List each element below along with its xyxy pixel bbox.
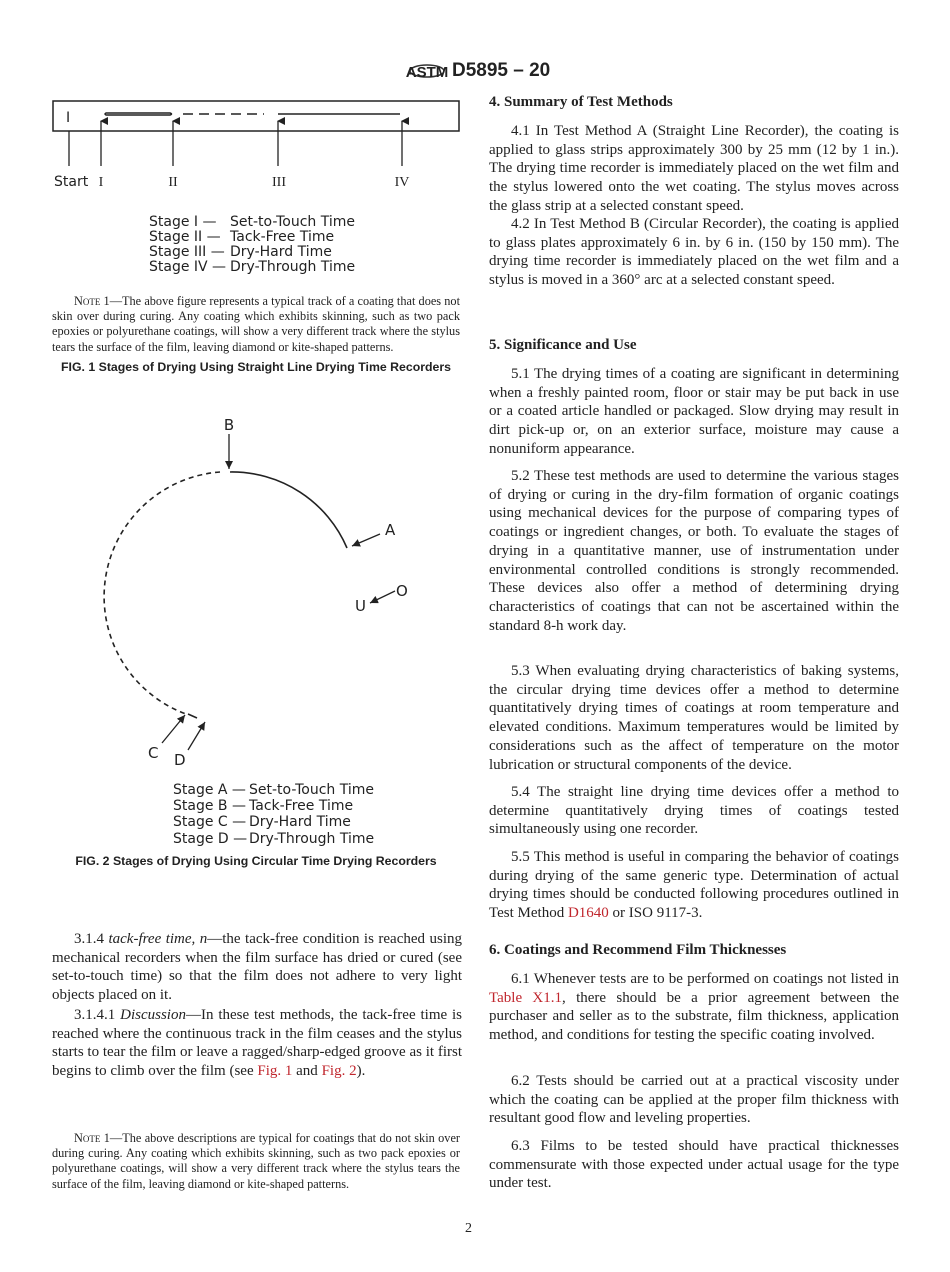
svg-text:Stage IV —: Stage IV — xyxy=(149,259,227,275)
section-5-heading: 5. Significance and Use xyxy=(489,337,637,353)
label-stage-3: III xyxy=(272,175,286,190)
label-stage-4: IV xyxy=(394,175,410,190)
track-dashed xyxy=(104,472,220,714)
link-table-x1-1[interactable]: Table X1.1 xyxy=(489,989,562,1006)
svg-text:Stage I —: Stage I — xyxy=(149,214,217,230)
track-start-mark: I xyxy=(66,110,71,126)
arrow-icon xyxy=(370,591,395,603)
svg-text:Set-to-Touch Time: Set-to-Touch Time xyxy=(249,782,375,798)
arrow-icon xyxy=(162,715,185,743)
svg-text:Tack-Free Time: Tack-Free Time xyxy=(230,229,335,245)
paragraph-5-4: 5.4 The straight line drying time devices offer a method to determine quantitatively drying times of coatings tested simultaneously using one recorder. xyxy=(489,784,899,838)
section-4-heading: 4. Summary of Test Methods xyxy=(489,94,673,110)
svg-text:Stage A —: Stage A — xyxy=(173,782,246,798)
label-u: U xyxy=(355,597,366,615)
paragraph-3-1-4: 3.1.4 tack-free time, n—the tack-free condition is reached using mechanical recorders when the film surface has dried or cured (see set-to-touch time) so that the film does not adhere to very light objects placed on it. xyxy=(52,931,463,1004)
paragraph-5-1: 5.1 The drying times of a coating are significant in determining when a freshly painted room, floor or stair may be put back in use or a coated article handled or packaged. Slow drying may result in dirt pick-up or, on an exterior surface, moisture may cause a nonuniform appearance. xyxy=(489,366,899,457)
label-start: Start xyxy=(54,174,89,190)
svg-text:Stage C —: Stage C — xyxy=(173,814,247,830)
label-o: O xyxy=(396,582,408,600)
note-1: Note 1—The above descriptions are typical for coatings that do not skin over during curing. Any coating which exhibits skinning, such as two pack epoxies or polyurethane coatings, will show a very different track where the stylus tears the surface of the film, leaving diamond or kite-shaped patterns. xyxy=(52,1131,460,1191)
label-d: D xyxy=(174,751,186,769)
link-d1640[interactable]: D1640 xyxy=(567,905,609,922)
svg-text:Set-to-Touch Time: Set-to-Touch Time xyxy=(230,214,356,230)
glass-strip xyxy=(53,101,459,131)
label-stage-2: II xyxy=(168,175,178,190)
svg-text:Dry-Through Time: Dry-Through Time xyxy=(230,259,356,275)
document-designation: D5895 – 20 xyxy=(452,60,551,81)
svg-text:Dry-Hard Time: Dry-Hard Time xyxy=(230,244,332,260)
paragraph-6-2: 6.2 Tests should be carried out at a practical viscosity under which the coating can be applied at the proper film thickness with resultant good flow and leveling properties. xyxy=(489,1073,899,1127)
arrow-icon xyxy=(352,534,380,546)
arrow-icon xyxy=(188,722,205,750)
page-number: 2 xyxy=(465,1221,472,1236)
paragraph-6-3: 6.3 Films to be tested should have practical thicknesses commensurate with those expected under actual usage for the type under test. xyxy=(489,1138,899,1192)
figure-1-diagram xyxy=(0,0,480,280)
section-6-heading: 6. Coatings and Recommend Film Thicknesses xyxy=(489,942,787,958)
paragraph-5-3: 5.3 When evaluating drying characteristics of baking systems, the circular drying time devices offer a method to determine quantitatively drying times of coatings at room temperature and elevated conditions. Maximum temperatures would be limited by considerations such as the affect of temperature on the motor lubrication or structural components of the device. xyxy=(489,663,899,773)
label-c: C xyxy=(148,744,159,762)
svg-text:Stage D —: Stage D — xyxy=(173,831,248,847)
label-a: A xyxy=(385,521,396,539)
link-fig-1[interactable]: Fig. 1 xyxy=(257,1063,293,1080)
svg-text:ASTM: ASTM xyxy=(405,64,449,81)
svg-text:Dry-Through Time: Dry-Through Time xyxy=(249,831,375,847)
paragraph-4-1: 4.1 In Test Method A (Straight Line Recorder), the coating is applied to glass strips approximately 300 by 25 mm (12 by 1 in.). The drying time recorder is immediately placed on the wet film and the stylus lowered onto the wet coating. The stylus moves across the glass strip at a selected constant speed. xyxy=(489,123,899,214)
figure-1-caption: FIG. 1 Stages of Drying Using Straight Line Drying Time Recorders xyxy=(61,360,451,374)
label-b: B xyxy=(223,416,235,434)
figure-2-legend xyxy=(173,782,374,847)
svg-text:Dry-Hard Time: Dry-Hard Time xyxy=(249,814,351,830)
figure-1-note: Note 1—The above figure represents a typical track of a coating that does not skin over during curing. Any coating which exhibits skinning, such as two pack epoxies or polyurethane coatings, will show a very different track where the stylus tears the surface of the film, leaving diamond or kite-shaped patterns. xyxy=(52,294,460,354)
svg-text:Tack-Free Time: Tack-Free Time xyxy=(249,798,354,814)
link-fig-2[interactable]: Fig. 2 xyxy=(321,1063,357,1080)
paragraph-5-5: 5.5 This method is useful in comparing the behavior of coatings during drying of the same generic type. Determination of actual drying times should be conducted following procedures outlined in Test Method D1640 or ISO 9117-3. xyxy=(489,849,899,922)
figure-2-diagram xyxy=(0,400,480,860)
label-stage-1: I xyxy=(98,175,104,190)
figure-2-caption: FIG. 2 Stages of Drying Using Circular Time Drying Recorders xyxy=(75,854,437,868)
paragraph-6-1: 6.1 Whenever tests are to be performed on coatings not listed in Table X1.1, there should be a prior agreement between the purchaser and seller as to the substrate, film thickness, application method, and conditions for testing the specific coating involved. xyxy=(489,971,899,1044)
paragraph-5-2: 5.2 These test methods are used to determine the various stages of drying or curing in the dry-film formation of organic coatings using mechanical devices for the purpose of comparing types of coatings or ingredient changes, or both. To evaluate the stages of drying in a quantitative manner, use of instrumentation under environmental controlled conditions is strongly recommended. These devices also offer a method of determining drying characteristics of coatings that can not be ascertained within the standard 8-h work day. xyxy=(489,468,899,634)
svg-text:Stage B —: Stage B — xyxy=(173,798,246,814)
svg-text:Stage II —: Stage II — xyxy=(149,229,221,245)
figure-1-legend xyxy=(149,214,355,275)
track-continuous xyxy=(230,472,347,548)
svg-text:Stage III —: Stage III — xyxy=(149,244,225,260)
paragraph-3-1-4-1: 3.1.4.1 Discussion—In these test methods, the tack-free time is reached where the continuous track in the film ceases and the stylus starts to tear the film or leave a ragged/sharp-edged groove as it first begins to climb over the film (see Fig. 1 and Fig. 2). xyxy=(52,1007,463,1080)
paragraph-4-2: 4.2 In Test Method B (Circular Recorder), the coating is applied to glass plates approximately 6 in. by 6 in. (150 by 150 mm). The drying time recorder is immediately placed on the wet film and a stylus is moved in a 360° arc at a selected constant speed. xyxy=(489,216,899,289)
track-stage-1 xyxy=(105,113,172,115)
